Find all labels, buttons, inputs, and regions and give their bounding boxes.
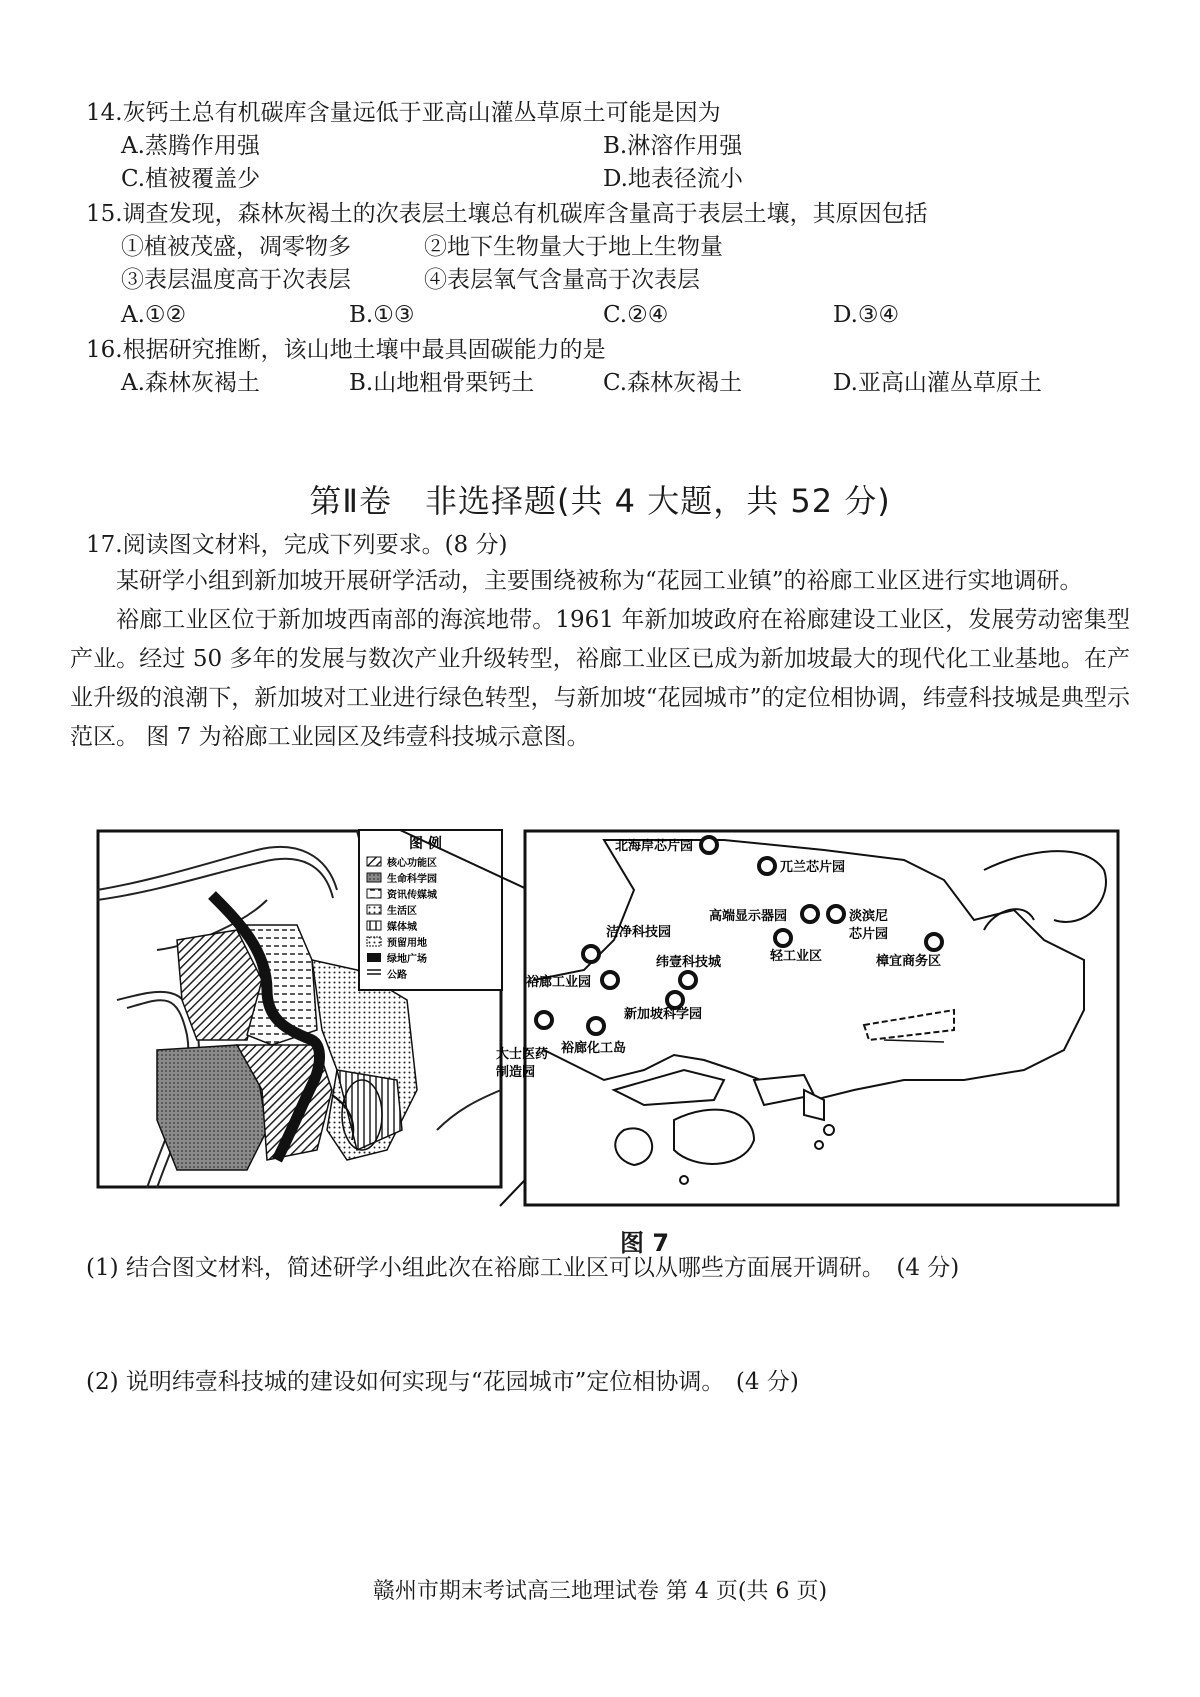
marker-woodlands-wafer — [759, 858, 775, 874]
label-north-coast-wafer: 北海岸芯片园 — [615, 839, 694, 854]
marker-jurong-island — [588, 1018, 604, 1034]
legend-core-zone: 核心功能区 — [387, 858, 437, 869]
label-science-park: 新加坡科学园 — [624, 1007, 703, 1022]
q17-stem: 17.阅读图文材料，完成下列要求。(8 分) — [86, 532, 508, 558]
marker-tampines-wafer — [828, 906, 844, 922]
label-tampines-wafer-2: 芯片园 — [849, 927, 889, 942]
q15-item-1: ①植被茂盛，凋零物多 — [121, 234, 351, 260]
marker-tuas-biomedical — [536, 1012, 552, 1028]
page-footer: 赣州市期末考试高三地理试卷 第 4 页(共 6 页) — [372, 1579, 828, 1604]
label-light-industry: 轻工业区 — [770, 949, 823, 964]
marker-display-park — [802, 906, 818, 922]
label-changi-business: 樟宜商务区 — [876, 954, 942, 969]
q16-option-b: B.山地粗骨栗钙土 — [349, 370, 535, 396]
q14-option-a: A.蒸腾作用强 — [121, 133, 260, 159]
q14-option-b: B.淋溶作用强 — [603, 133, 743, 159]
q15-item-2: ②地下生物量大于地上生物量 — [424, 234, 723, 260]
q17-sub2: (2) 说明纬壹科技城的建设如何实现与“花园城市”定位相协调。 (4 分) — [86, 1369, 799, 1395]
legend-life-science: 生命科学园 — [387, 874, 437, 885]
label-tampines-wafer-1: 淡滨尼 — [849, 909, 889, 924]
q17-paragraph-1: 某研学小组到新加坡开展研学活动，主要围绕被称为“花园工业镇”的裕廊工业区进行实地调研。 — [116, 568, 1083, 594]
label-cleantech-park: 洁净科技园 — [606, 925, 672, 940]
legend-living: 生活区 — [387, 906, 417, 917]
legend-reserved: 预留用地 — [387, 938, 427, 949]
label-tuas-2: 制造园 — [496, 1065, 536, 1080]
q16-option-a: A.森林灰褐土 — [121, 370, 260, 396]
q14-option-c: C.植被覆盖少 — [121, 166, 261, 192]
q15-option-b: B.①③ — [349, 302, 415, 328]
label-one-north: 纬壹科技城 — [656, 955, 722, 970]
q15-option-c: C.②④ — [603, 302, 669, 328]
label-tuas-1: 大士医药 — [496, 1047, 549, 1062]
q15-item-4: ④表层氧气含量高于次表层 — [424, 267, 700, 293]
q16-stem: 16.根据研究推断，该山地土壤中最具固碳能力的是 — [86, 337, 606, 363]
q14-option-d: D.地表径流小 — [603, 166, 743, 192]
legend-green-plaza: 绿地广场 — [387, 954, 427, 965]
marker-light-industry — [775, 930, 791, 946]
figure-caption: 图 7 — [620, 1229, 670, 1257]
singapore-map — [496, 830, 1119, 1206]
label-jurong-island: 裕廊化工岛 — [561, 1041, 627, 1056]
legend-title: 图 例 — [409, 836, 442, 852]
label-jurong-industrial: 裕廊工业园 — [526, 975, 592, 990]
q17-material — [70, 562, 1130, 757]
q15-stem: 15.调查发现，森林灰褐土的次表层土壤总有机碳库含量高于表层土壤，其原因包括 — [86, 201, 928, 227]
q17-sub1: (1) 结合图文材料，简述研学小组此次在裕廊工业区可以从哪些方面展开调研。 (4 分) — [86, 1255, 960, 1281]
legend-road: 公路 — [387, 970, 407, 981]
q14-stem: 14.灰钙土总有机碳库含量远低于亚高山灌丛草原土可能是因为 — [86, 100, 721, 126]
section-title: 第Ⅱ卷 非选择题(共 4 大题，共 52 分) — [309, 482, 891, 520]
q16-option-c: C.森林灰褐土 — [603, 370, 743, 396]
marker-cleantech-park — [583, 946, 599, 962]
q15-option-a: A.①② — [121, 302, 187, 328]
legend-infocomm: 资讯传媒城 — [387, 890, 437, 901]
label-display-park: 高端显示器园 — [709, 909, 788, 924]
marker-changi-business — [926, 934, 942, 950]
q15-option-d: D.③④ — [833, 302, 900, 328]
marker-science-park — [667, 992, 683, 1008]
label-woodlands-wafer: 兀兰芯片园 — [780, 860, 846, 875]
q17-paragraph-2: 裕廊工业区位于新加坡西南部的海滨地带。1961 年新加坡政府在裕廊建设工业区，发展劳动密集型产业。经过 50 多年的发展与数次产业升级转型，裕廊工业区已成为新加坡最大的现代化工业基地。在产业升级的浪潮下，新加坡对工业进行绿色转型，与新加坡“花园城市”的定位相协调，纬壹科技城是典型示范区。 图 7 为裕廊工业园区及纬壹科技城示意图。 — [70, 607, 1130, 750]
legend-media: 媒体城 — [387, 922, 417, 933]
q16-option-d: D.亚高山灌丛草原土 — [833, 370, 1042, 396]
marker-jurong-industrial — [602, 972, 618, 988]
marker-one-north — [680, 972, 696, 988]
marker-north-coast-wafer — [701, 837, 717, 853]
q15-item-3: ③表层温度高于次表层 — [121, 267, 351, 293]
